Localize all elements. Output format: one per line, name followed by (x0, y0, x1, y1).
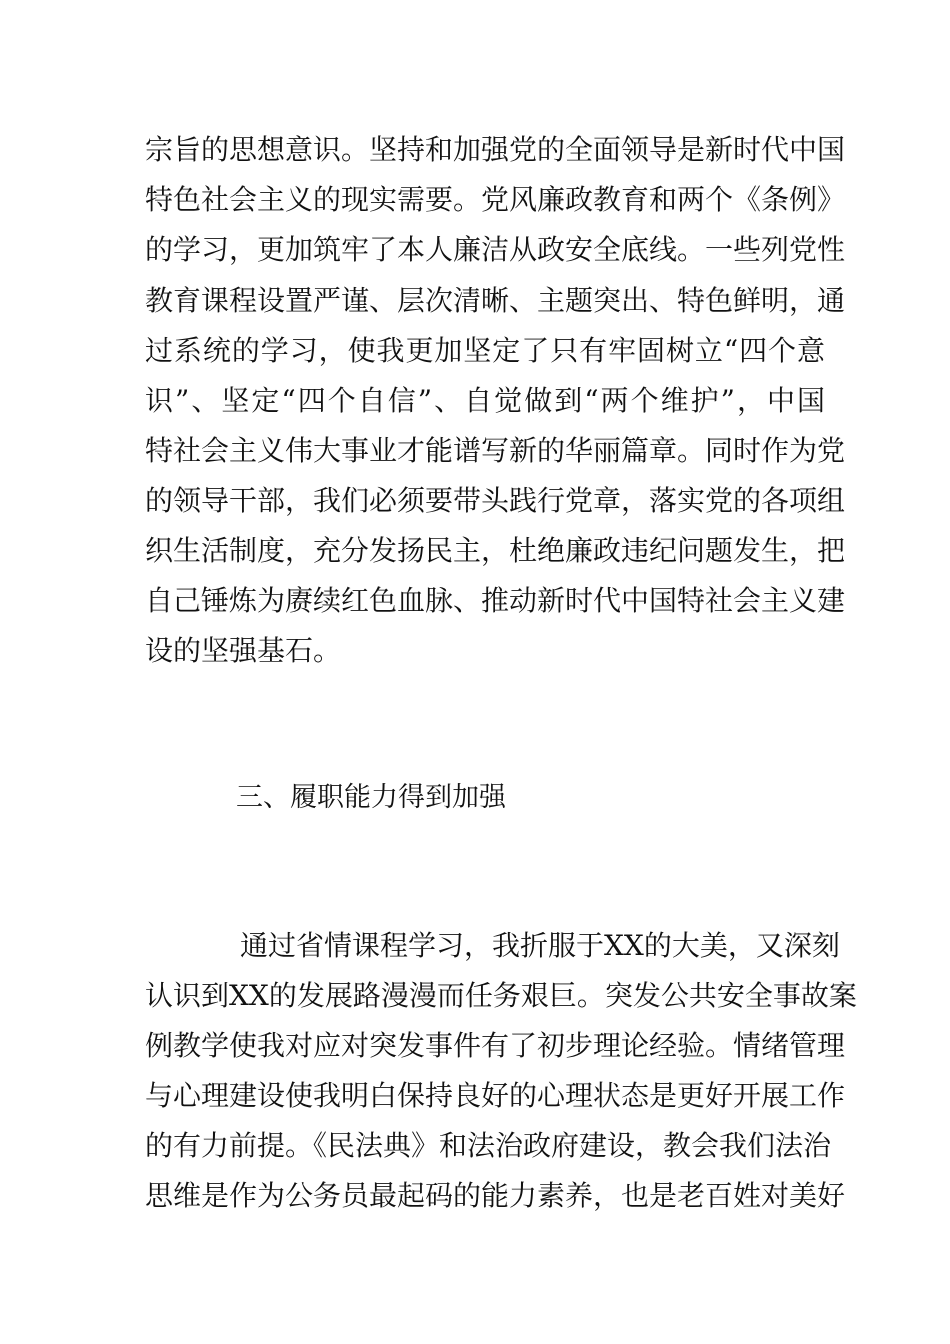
paragraph-1-line-3: 的学习，更加筑牢了本人廉洁从政安全底线。一些列党性 (145, 233, 846, 266)
paragraph-1-line-10: 自己锤炼为赓续红色血脉、推动新时代中国特社会主义建 (145, 584, 846, 617)
paragraph-1-line-11: 设的坚强基石。 (145, 634, 342, 667)
paragraph-1-line-9: 织生活制度，充分发扬民主，杜绝廉政违纪问题发生，把 (145, 534, 846, 567)
paragraph-1-line-5: 过系统的学习，使我更加坚定了只有牢固树立“四个意 (145, 334, 825, 367)
paragraph-2-line-1: 通过省情课程学习，我折服于XX的大美，又深刻 (240, 929, 840, 962)
paragraph-1-line-4: 教育课程设置严谨、层次清晰、主题突出、特色鲜明，通 (145, 284, 846, 317)
section-heading: 三、履职能力得到加强 (236, 782, 506, 813)
paragraph-1-line-6: 识”、坚定“四个自信”、自觉做到“两个维护”，中国 (145, 384, 825, 417)
paragraph-1-line-8: 的领导干部，我们必须要带头践行党章，落实党的各项组 (145, 484, 846, 517)
paragraph-1-line-1: 宗旨的思想意识。坚持和加强党的全面领导是新时代中国 (145, 133, 846, 166)
paragraph-2-line-2: 认识到XX的发展路漫漫而任务艰巨。突发公共安全事故案 (145, 979, 857, 1012)
paragraph-1-line-7: 特社会主义伟大事业才能谱写新的华丽篇章。同时作为党 (145, 434, 846, 467)
paragraph-1-line-2: 特色社会主义的现实需要。党风廉政教育和两个《条例》 (145, 183, 846, 216)
paragraph-2-line-4: 与心理建设使我明白保持良好的心理状态是更好开展工作 (145, 1079, 846, 1112)
paragraph-2-line-3: 例教学使我对应对突发事件有了初步理论经验。情绪管理 (145, 1029, 846, 1062)
paragraph-2-line-6: 思维是作为公务员最起码的能力素养，也是老百姓对美好 (145, 1179, 846, 1212)
paragraph-2-line-5: 的有力前提。《民法典》和法治政府建设，教会我们法治 (145, 1129, 832, 1162)
